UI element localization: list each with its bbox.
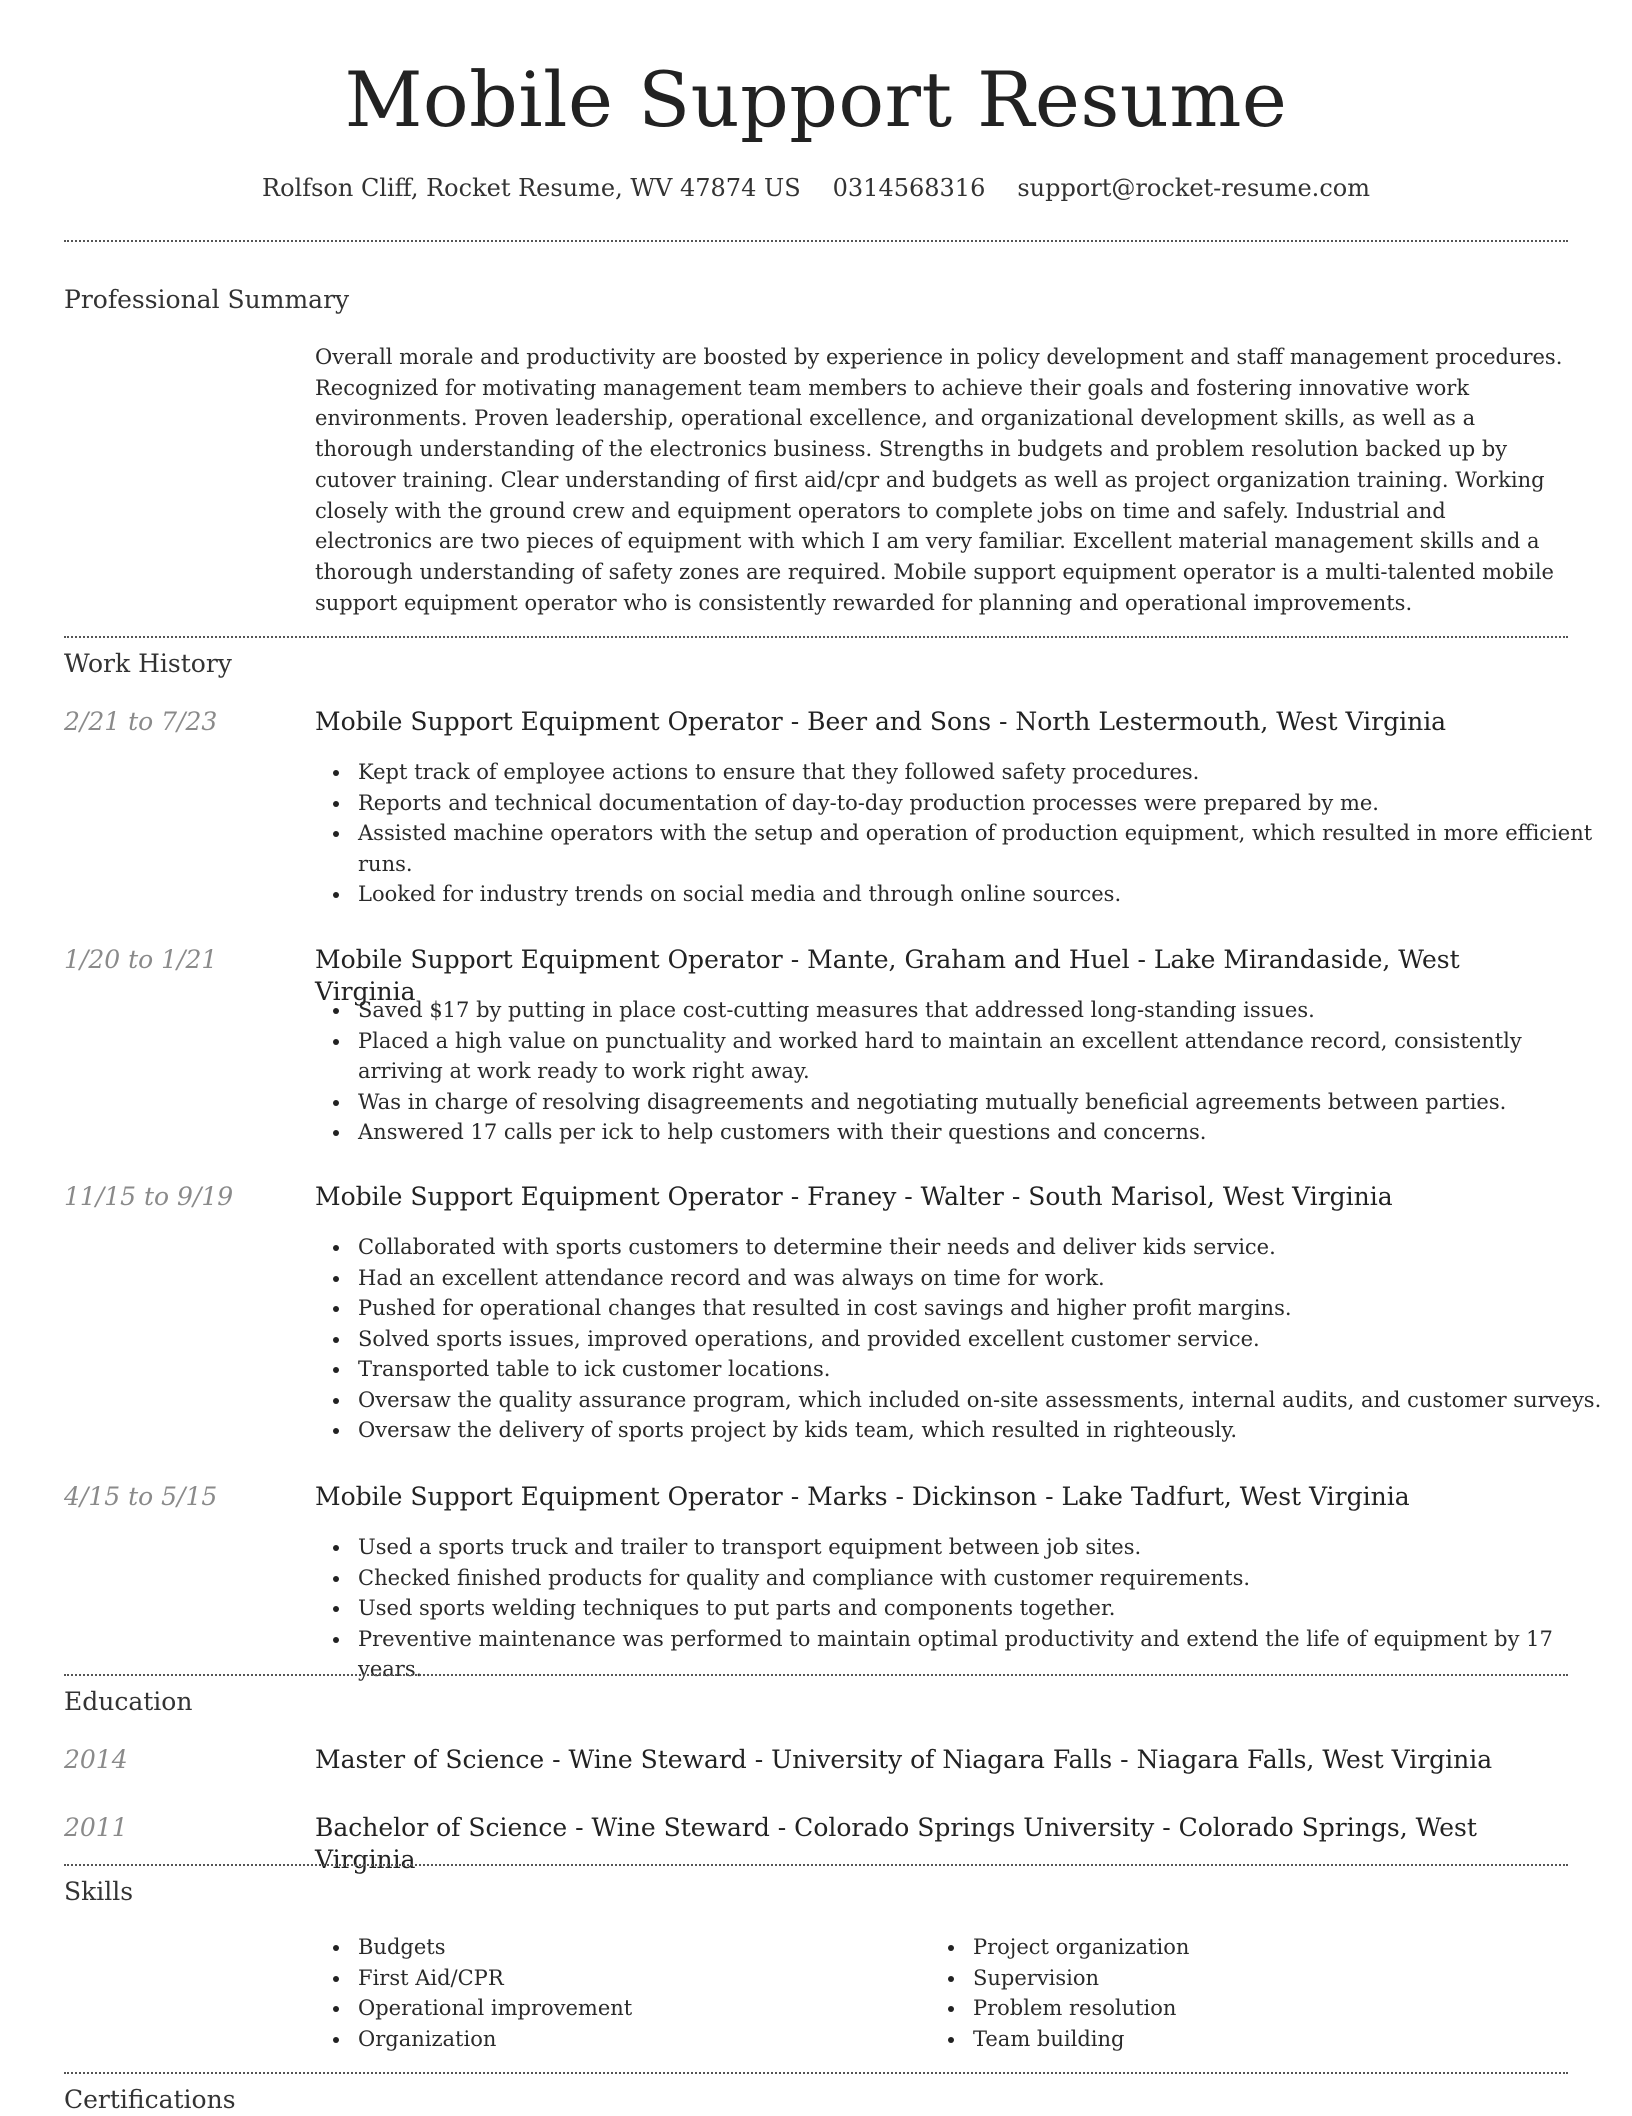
skill-item: Team building — [973, 2024, 1533, 2055]
skill-item: Budgets — [358, 1932, 918, 1963]
list-item: Saved $17 by putting in place cost-cutting measures that addressed long-standing issues. — [358, 995, 1611, 1026]
list-item: Answered 17 calls per ick to help customers with their questions and concerns. — [358, 1117, 1611, 1148]
education-year: 2011 — [64, 1813, 128, 1842]
contact-phone: 0314568316 — [832, 174, 986, 202]
summary-text: Overall morale and productivity are boosted by experience in policy development and staff management procedures. Recognized for motivating management team members to achieve their goals and fostering innovative work environments. Proven leadership, operational excellence, and organizational development skills, as well as a thorough understanding of the electronics business. Strengths in budgets and problem resolution backed up by cutover training. Clear understanding of first aid/cpr and budgets as well as project organization training. Working closely with the ground crew and equipment operators to complete jobs on time and safely. Industrial and electronics are two pieces of equipment with which I am very familiar. Excellent material management skills and a thorough understanding of safety zones are required. Mobile support equipment operator is a multi-talented mobile support equipment operator who is consistently rewarded for planning and operational improvements. — [315, 345, 1563, 615]
list-item: Kept track of employee actions to ensure that they followed safety procedures. — [358, 757, 1611, 788]
job-bullets — [315, 1532, 1611, 1685]
list-item: Preventive maintenance was performed to maintain optimal productivity and extend the life of equipment by 17 years. — [358, 1624, 1611, 1685]
job-heading: Mobile Support Equipment Operator - Marks - Dickinson - Lake Tadfurt, West Virginia — [315, 1482, 1410, 1511]
list-item: Reports and technical documentation of day-to-day production processes were prepared by me. — [358, 788, 1611, 819]
education-heading: Master of Science - Wine Steward - University of Niagara Falls - Niagara Falls, West Virginia — [315, 1745, 1493, 1774]
education-year: 2014 — [64, 1745, 128, 1774]
divider — [64, 2072, 1568, 2074]
divider — [64, 240, 1568, 242]
contact-address: Rolfson Cliff, Rocket Resume, WV 47874 US — [262, 174, 801, 202]
list-item: Assisted machine operators with the setup and operation of production equipment, which resulted in more efficient runs. — [358, 818, 1611, 879]
list-item: Looked for industry trends on social media and through online sources. — [358, 879, 1611, 910]
skills-list-right — [930, 1932, 1533, 2054]
skill-item: Project organization — [973, 1932, 1533, 1963]
list-item: Used a sports truck and trailer to transport equipment between job sites. — [358, 1532, 1611, 1563]
list-item: Checked finished products for quality and compliance with customer requirements. — [358, 1563, 1611, 1594]
contact-line — [0, 172, 1632, 204]
list-item: Collaborated with sports customers to determine their needs and deliver kids service. — [358, 1232, 1611, 1263]
list-item: Pushed for operational changes that resulted in cost savings and higher profit margins. — [358, 1293, 1611, 1324]
section-title-work-history: Work History — [64, 649, 232, 678]
job-bullets — [315, 757, 1611, 910]
job-dates: 2/21 to 7/23 — [64, 707, 218, 736]
section-title-education: Education — [64, 1687, 193, 1716]
list-item: Solved sports issues, improved operations, and provided excellent customer service. — [358, 1324, 1611, 1355]
divider — [64, 636, 1568, 638]
list-item: Oversaw the delivery of sports project by kids team, which resulted in righteously. — [358, 1415, 1611, 1446]
skill-item: Supervision — [973, 1963, 1533, 1994]
job-heading: Mobile Support Equipment Operator - Beer and Sons - North Lestermouth, West Virginia — [315, 707, 1447, 736]
job-heading: Mobile Support Equipment Operator - Franey - Walter - South Marisol, West Virginia — [315, 1182, 1393, 1211]
skill-item: Problem resolution — [973, 1993, 1533, 2024]
list-item: Was in charge of resolving disagreements and negotiating mutually beneficial agreements between parties. — [358, 1087, 1611, 1118]
list-item: Had an excellent attendance record and was always on time for work. — [358, 1263, 1611, 1294]
skill-item: Operational improvement — [358, 1993, 918, 2024]
section-title-skills: Skills — [64, 1877, 134, 1906]
list-item: Placed a high value on punctuality and worked hard to maintain an excellent attendance record, consistently arriving at work ready to work right away. — [358, 1026, 1611, 1087]
contact-email[interactable]: support@rocket-resume.com — [1017, 174, 1370, 202]
skill-item: Organization — [358, 2024, 918, 2055]
list-item: Transported table to ick customer locations. — [358, 1354, 1611, 1385]
education-heading: Bachelor of Science - Wine Steward - Colorado Springs University - Colorado Springs, West Virginia — [315, 1813, 1477, 1874]
section-title-certifications: Certifications — [64, 2085, 236, 2114]
job-heading: Mobile Support Equipment Operator - Mante, Graham and Huel - Lake Mirandaside, West Virginia — [315, 945, 1460, 1006]
job-dates: 1/20 to 1/21 — [64, 945, 218, 974]
job-bullets — [315, 1232, 1611, 1446]
resume-title: Mobile Support Resume — [344, 55, 1288, 144]
skill-item: First Aid/CPR — [358, 1963, 918, 1994]
job-bullets — [315, 995, 1611, 1148]
divider — [64, 1674, 1568, 1676]
list-item: Used sports welding techniques to put parts and components together. — [358, 1593, 1611, 1624]
list-item: Oversaw the quality assurance program, which included on-site assessments, internal audits, and customer surveys. — [358, 1385, 1611, 1416]
job-dates: 11/15 to 9/19 — [64, 1182, 234, 1211]
skills-list-left — [315, 1932, 918, 2054]
job-dates: 4/15 to 5/15 — [64, 1482, 218, 1511]
divider — [64, 1864, 1568, 1866]
section-title-summary: Professional Summary — [64, 285, 350, 314]
